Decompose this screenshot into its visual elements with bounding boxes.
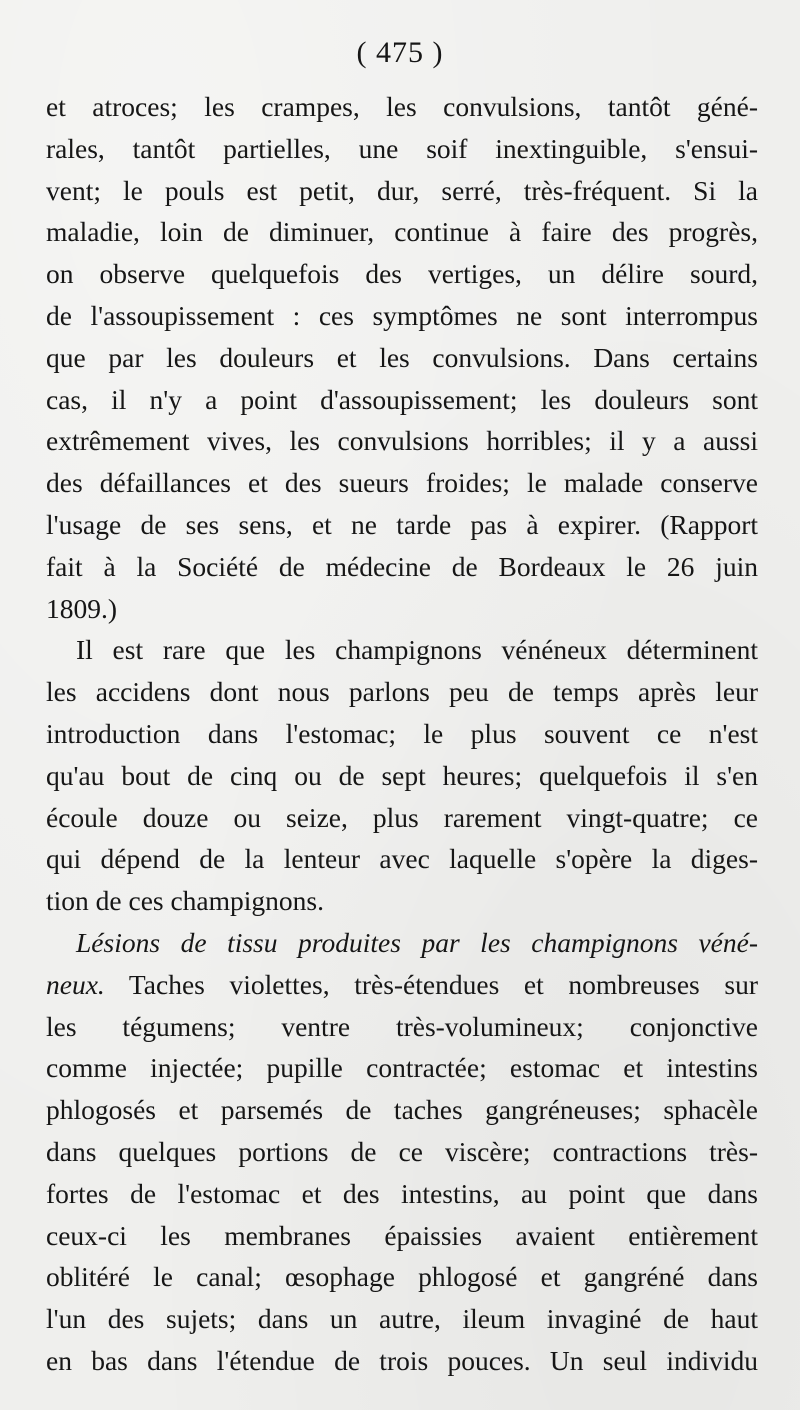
- text-line: Lésions de tissu produites par les champignons véné-: [76, 926, 758, 958]
- text-line: oblitéré le canal; œsophage phlogosé et gangréné dans: [46, 1261, 758, 1293]
- text-line: écoule douze ou seize, plus rarement vingt-quatre; ce: [46, 801, 758, 833]
- text-line: phlogosés et parsemés de taches gangréneuses; sphacèle: [46, 1094, 758, 1126]
- text-line: Il est rare que les champignons vénéneux déterminent: [76, 634, 758, 666]
- text-line: comme injectée; pupille contractée; estomac et intestins: [46, 1052, 758, 1084]
- text-line: on observe quelquefois des vertiges, un délire sourd,: [46, 258, 758, 290]
- paragraph-symptoms: [46, 86, 758, 629]
- text-line: les tégumens; ventre très-volumineux; conjonctive: [46, 1010, 758, 1042]
- text-line: 1809.): [46, 592, 118, 624]
- text-line: que par les douleurs et les convulsions. Dans certains: [46, 341, 758, 373]
- text-line: l'usage de ses sens, et ne tarde pas à expirer. (Rapport: [46, 508, 758, 540]
- body-text: [46, 86, 758, 1382]
- text-line: tion de ces champignons.: [46, 885, 324, 917]
- text-line: des défaillances et des sueurs froides; le malade conserve: [46, 467, 758, 499]
- text-line: de l'assoupissement : ces symptômes ne sont interrompus: [46, 299, 758, 331]
- text-line: fait à la Société de médecine de Bordeaux le 26 juin: [46, 550, 758, 582]
- text-line: et atroces; les crampes, les convulsions, tantôt géné-: [46, 91, 758, 122]
- text-line: dans quelques portions de ce viscère; contractions très-: [46, 1135, 758, 1167]
- text-line: qu'au bout de cinq ou de sept heures; quelquefois il s'en: [46, 759, 758, 791]
- text-line: fortes de l'estomac et des intestins, au point que dans: [46, 1177, 758, 1209]
- text-line: extrêmement vives, les convulsions horribles; il y a aussi: [46, 425, 758, 457]
- italic-heading-line: [46, 922, 758, 964]
- italic-word: neux.: [46, 968, 105, 1000]
- text-line: cas, il n'y a point d'assoupissement; les douleurs sont: [46, 383, 758, 415]
- text-line: ceux-ci les membranes épaissies avaient entièrement: [46, 1219, 758, 1251]
- paragraph-tissue-lesions: [46, 922, 758, 1382]
- text-line: rales, tantôt partielles, une soif inextinguible, s'ensui-: [46, 132, 758, 164]
- text-line: introduction dans l'estomac; le plus souvent ce n'est: [46, 717, 758, 749]
- paragraph-onset-timing: [46, 629, 758, 922]
- page-number: ( 475 ): [356, 36, 444, 69]
- text-line: en bas dans l'étendue de trois pouces. Un seul individu: [46, 1344, 758, 1376]
- text-line: neux. Taches violettes, très-étendues et nombreuses sur: [46, 968, 758, 1000]
- text-line: vent; le pouls est petit, dur, serré, très-fréquent. Si la: [46, 174, 758, 206]
- text-line: maladie, loin de diminuer, continue à faire des progrès,: [46, 216, 758, 248]
- text-line: les accidens dont nous parlons peu de temps après leur: [46, 676, 758, 708]
- text-line: l'un des sujets; dans un autre, ileum invaginé de haut: [46, 1303, 758, 1335]
- text-line: qui dépend de la lenteur avec laquelle s'opère la diges-: [46, 843, 758, 875]
